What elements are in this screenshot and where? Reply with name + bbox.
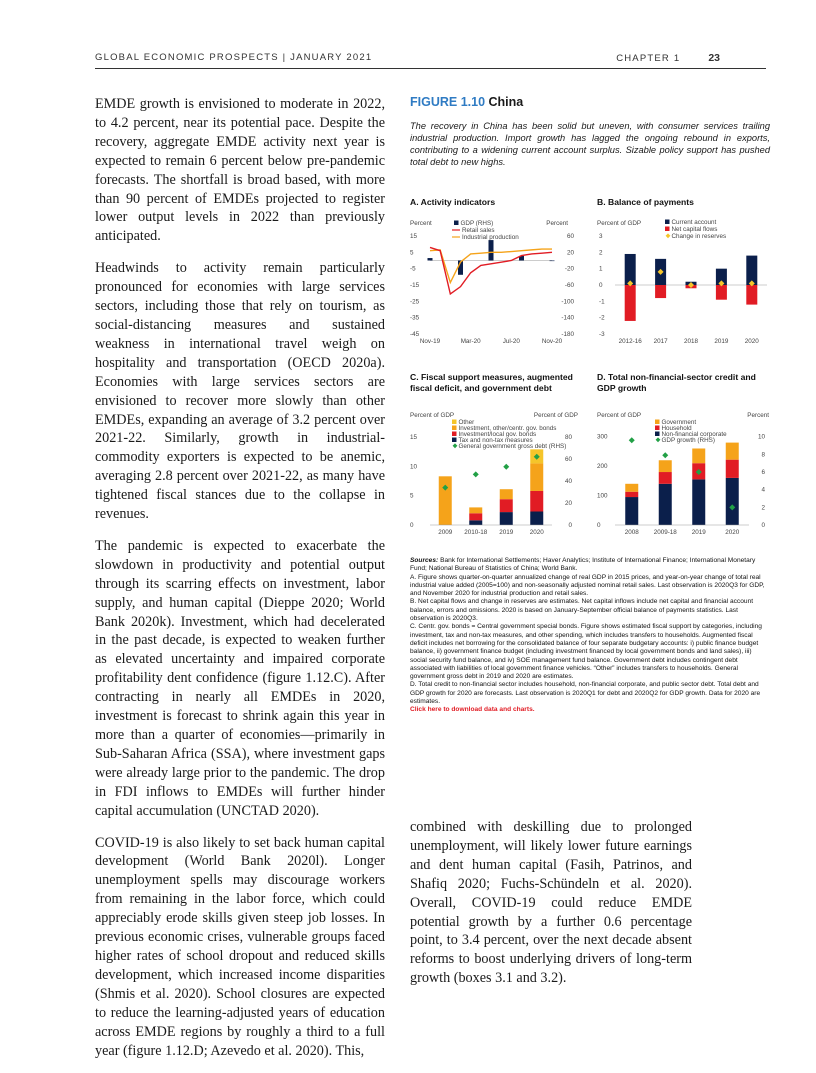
- note-a: A. Figure shows quarter-on-quarter annualized change of real GDP in 2015 prices, and year-on-year change of total real industrial value added (2005=100) and non-seasonally adjusted nominal retail sales. Last observation is 2020Q3 for GDP, and November 2020 for industrial production and retail sales.: [410, 573, 765, 598]
- credit-bar-segment: [692, 448, 705, 463]
- legend-label: Tax and non-tax measures: [458, 437, 533, 444]
- y-tick-label-left: 15: [410, 233, 418, 240]
- x-tick-label: 2019: [714, 338, 729, 345]
- panel-a-title: A. Activity indicators: [410, 197, 496, 207]
- chapter-header: [616, 52, 720, 64]
- y-tick-label-left: 0: [410, 522, 414, 529]
- y-tick-label-right: 2: [761, 504, 765, 512]
- legend-label: GDP (RHS): [460, 220, 494, 227]
- y-axis-label: Percent of GDP: [597, 220, 642, 227]
- y-tick-label-left: -5: [410, 265, 416, 273]
- y-tick-label-right: 60: [564, 456, 572, 463]
- paragraph: COVID-19 is also likely to set back human capital development (World Bank 2020l). Longer unemployment spells may discourage workers from remaining in the labor force, which could appreciably erode skills given steep job losses. In previous economic crises, vulnerable groups faced higher rates of school dropout and reduced skills development, which increased income disparities (Shmis et al. 2020). School closures are expected to reduce the learning-adjusted years of education across EMDE regions by roughly a third to a full year (figure 1.12.D; Azevedo et al. 2020). This,: [95, 834, 385, 1059]
- legend-label: GDP growth (RHS): [661, 437, 715, 444]
- gdp-growth-marker: [662, 452, 668, 458]
- body-column-left: [95, 95, 385, 1073]
- x-tick-label: 2020: [529, 529, 544, 536]
- y-tick-label-left: 200: [597, 463, 608, 471]
- fiscal-bar-segment: [530, 512, 543, 525]
- legend-label: Industrial production: [462, 234, 519, 241]
- net-capital-flows-bar: [655, 285, 666, 298]
- x-tick-label: 2017: [653, 338, 668, 345]
- y-axis-label-right: Percent: [747, 412, 769, 419]
- y-tick-label-left: -25: [410, 298, 420, 306]
- y-tick-label-left: 100: [597, 492, 608, 500]
- y-tick-label-right: -140: [561, 314, 574, 322]
- legend-swatch: [454, 221, 459, 226]
- x-tick-label: Mar-20: [460, 338, 481, 345]
- header-rule: [95, 68, 766, 69]
- legend-label: Non-financial corporate: [661, 431, 727, 438]
- y-tick-label-left: 10: [410, 463, 418, 471]
- y-tick-label-left: -15: [410, 282, 420, 289]
- chart-non-financial-credit: [595, 407, 775, 542]
- y-tick-label-right: 20: [566, 249, 574, 257]
- legend-label: Government: [661, 419, 697, 426]
- legend-label: Change in reserves: [671, 233, 727, 240]
- y-tick-label: 1: [599, 265, 603, 273]
- y-tick-label-left: -45: [410, 331, 420, 338]
- legend-swatch: [655, 420, 660, 425]
- y-tick-label: 3: [599, 233, 603, 240]
- y-tick-label-right: -180: [561, 331, 574, 338]
- credit-bar-segment: [625, 492, 638, 497]
- y-tick-label: -3: [599, 331, 605, 338]
- credit-bar-segment: [625, 484, 638, 492]
- y-tick-label-right: -20: [564, 265, 574, 273]
- x-tick-label: 2018: [683, 338, 699, 345]
- x-tick-label: Jul-20: [502, 338, 520, 345]
- figure-title: [410, 95, 770, 109]
- legend-swatch: [656, 437, 661, 442]
- fiscal-bar-segment: [439, 476, 452, 525]
- y-tick-label-right: 60: [566, 233, 574, 240]
- figure-block: [410, 95, 770, 168]
- credit-bar-segment: [659, 484, 672, 525]
- gdp-bar: [428, 258, 433, 260]
- y-tick-label-right: 0: [568, 522, 572, 529]
- sources-text: Bank for International Settlements; Haver Analytics; Institute of International Finance; International Monetary Fund; National Bureau of Statistics of China; World Bank.: [410, 557, 756, 573]
- legend-label: Investment, other/centr. gov. bonds: [458, 425, 557, 432]
- y-tick-label-left: 15: [410, 434, 418, 441]
- legend-swatch: [655, 426, 660, 431]
- legend-swatch: [452, 432, 457, 437]
- current-account-bar: [625, 254, 636, 285]
- legend-label: Investment/local gov. bonds: [458, 431, 537, 438]
- note-c: C. Centr. gov. bonds = Central government special bonds. Figure shows estimated fiscal support by categories, including investment, tax and non-tax measures, and other spending, which includes transfers to households. Augmented fiscal deficit includes net borrowing for the consolidated balance of four separate budgetary accounts: i) public finance budget balance, ii) government finance budget (including investment financed by local government bonds and land sales), iii) social security fund balance, and iv) SOE management fund balance. Government debt includes contingent debt associated with liabilities of local government finance vehicles. “Other” includes transfers to households. General government gross debt in 2019 and 2020 are estimates.: [410, 623, 762, 681]
- credit-bar-segment: [692, 479, 705, 525]
- y-tick-label-right: -60: [564, 282, 574, 289]
- y-tick-label-left: 5: [410, 492, 414, 500]
- x-tick-label: 2020: [725, 529, 740, 536]
- chart-fiscal-support: [406, 407, 586, 542]
- y-tick-label-right: 80: [564, 434, 572, 441]
- x-tick-label: 2019: [691, 529, 706, 536]
- y-tick-label-right: 4: [761, 486, 765, 494]
- panel-b-title: B. Balance of payments: [597, 197, 694, 207]
- fiscal-bar-segment: [500, 489, 513, 499]
- x-tick-label: 2010-18: [464, 529, 488, 536]
- gdp-bar: [550, 261, 555, 262]
- credit-bar-segment: [659, 460, 672, 472]
- government-debt-marker: [503, 464, 509, 470]
- y-axis-label-right: Percent of GDP: [533, 412, 578, 419]
- running-header: GLOBAL ECONOMIC PROSPECTS | JANUARY 2021: [95, 52, 373, 63]
- legend-swatch: [453, 443, 458, 448]
- figure-name: China: [488, 95, 524, 109]
- panel-c-title: C. Fiscal support measures, augmented fiscal deficit, and government debt: [410, 372, 573, 393]
- government-debt-marker: [473, 471, 479, 477]
- legend-label: General government gross debt (RHS): [458, 443, 567, 450]
- y-tick-label-right: 6: [761, 469, 765, 477]
- y-tick-label-right: 8: [761, 451, 765, 459]
- y-axis-label-left: Percent of GDP: [597, 412, 642, 419]
- y-tick-label: 0: [599, 282, 603, 289]
- download-link[interactable]: Click here to download data and charts.: [410, 706, 535, 714]
- fiscal-bar-segment: [530, 491, 543, 512]
- y-tick-label-right: 20: [564, 500, 572, 507]
- legend-label: Retail sales: [462, 227, 495, 234]
- credit-bar-segment: [726, 478, 739, 525]
- chart-balance-of-payments: [595, 214, 775, 349]
- y-axis-label-left: Percent of GDP: [410, 412, 455, 419]
- y-tick-label-right: 40: [564, 478, 572, 485]
- legend-swatch: [665, 220, 670, 225]
- chapter-label: CHAPTER 1: [616, 53, 681, 64]
- legend-swatch: [452, 438, 457, 443]
- gdp-bar: [489, 240, 494, 260]
- x-tick-label: 2020: [744, 338, 759, 345]
- x-tick-label: Nov-19: [419, 338, 441, 345]
- page-number: 23: [708, 52, 720, 64]
- legend-swatch: [452, 420, 457, 425]
- sources-label: Sources:: [410, 557, 439, 564]
- fiscal-bar-segment: [530, 463, 543, 491]
- y-tick-label-left: -35: [410, 314, 420, 322]
- x-tick-label: Nov-20: [541, 338, 563, 345]
- legend-label: Current account: [671, 219, 717, 226]
- fiscal-bar-segment: [500, 512, 513, 525]
- credit-bar-segment: [726, 460, 739, 478]
- credit-bar-segment: [726, 443, 739, 460]
- y-tick-label-right: 0: [761, 522, 765, 529]
- body-column-right: [410, 818, 692, 1001]
- y-tick-label-left: 5: [410, 249, 414, 257]
- legend-swatch: [655, 432, 660, 437]
- chart-activity-indicators: [406, 214, 586, 349]
- paragraph: combined with deskilling due to prolonged unemployment, will likely lower future earnings and dent human capital (Fasih, Patrinos, and Shafiq 2020; Fuchs-Schündeln et al. 2020). Overall, COVID-19 could reduce EMDE potential growth by a further 0.6 percentage point, to 3.4 percent, over the next decade absent reforms to boost underlying drivers of long-term growth (boxes 3.1 and 3.2).: [410, 819, 692, 987]
- legend-swatch: [666, 233, 671, 238]
- x-tick-label: 2008: [624, 529, 639, 536]
- y-tick-label: 2: [599, 249, 603, 257]
- y-tick-label: -2: [599, 314, 605, 322]
- paragraph: Headwinds to activity remain particularly pronounced for economies with large services sectors, including those that rely on tourism, as social-distancing measures and sustained weakness in international travel weigh on hospitality and transportation (OECD 2020a). Economies with large services sectors are envisioned to recover more slowly than other EMDEs, expanding an average of 3.2 percent over 2021-22. Similarly, growth in industrial-commodity exporters is expected to be anemic, averaging 2.8 percent over 2021-22, as many have tightened fiscal stances due to the collapse in revenues.: [95, 260, 385, 523]
- y-tick-label-right: -100: [561, 298, 574, 306]
- credit-bar-segment: [659, 472, 672, 484]
- credit-bar-segment: [625, 497, 638, 525]
- legend-swatch: [452, 426, 457, 431]
- net-capital-flows-bar: [625, 285, 636, 321]
- legend-label: Net capital flows: [671, 226, 718, 233]
- fiscal-bar-segment: [469, 507, 482, 513]
- y-tick-label-right: 10: [757, 433, 765, 441]
- legend-swatch: [665, 227, 670, 232]
- paragraph: EMDE growth is envisioned to moderate in 2022, to 4.2 percent, near its potential pace. Despite the recovery, aggregate EMDE activity next year is expected to remain 6 percent below pre-pandemic forecasts. The shortfall is broad based, with more than 90 percent of EMDEs projected to register lower output levels in 2022 than previously anticipated.: [95, 96, 385, 245]
- figure-number: FIGURE 1.10: [410, 95, 486, 109]
- fiscal-bar-segment: [500, 499, 513, 512]
- note-b: B. Net capital flows and change in reserves are estimates. Net capital inflows include net capital and financial account balance, errors and omissions. 2020 is based on January-September official balance of payments statistics. Last observation is 2020Q3.: [410, 598, 754, 623]
- paragraph: The pandemic is expected to exacerbate the slowdown in productivity and potential output through its scarring effects on investment, labor supply, and human capital (Dieppe 2020; World Bank 2020k). Investment, which had decelerated in the past decade, is expected to weaken further as elevated uncertainty and impaired corporate profitability dent confidence (figure 1.12.C). After contracting in nearly all EMDEs in 2020, investment is forecast to shrink again this year in more than a quarter of economies—primarily in Sub-Saharan Africa (SSA), where investment gaps were already large prior to the pandemic. The drop in FDI inflows to EMDEs will further hinder capital accumulation (UNCTAD 2020).: [95, 537, 385, 819]
- x-tick-label: 2019: [499, 529, 514, 536]
- x-tick-label: 2012-16: [618, 338, 642, 345]
- legend-label: Household: [661, 425, 692, 432]
- y-axis-label-left: Percent: [410, 220, 432, 227]
- net-capital-flows-bar: [746, 285, 757, 305]
- fiscal-bar-segment: [469, 520, 482, 525]
- net-capital-flows-bar: [716, 285, 727, 300]
- y-tick-label-left: 0: [597, 522, 601, 529]
- y-tick-label-left: 300: [597, 433, 608, 441]
- gdp-growth-marker: [629, 437, 635, 443]
- fiscal-bar-segment: [469, 513, 482, 520]
- y-axis-label-right: Percent: [546, 220, 568, 227]
- y-tick-label: -1: [599, 298, 605, 306]
- x-tick-label: 2009-18: [653, 529, 677, 536]
- figure-lead: The recovery in China has been solid but uneven, with consumer services trailing industrial production. Import growth has lagged the ongoing rebound in exports, contributing to a widening current account surplus. Sizable policy support has pushed total debt to new highs.: [410, 121, 770, 168]
- panel-d-title: D. Total non-financial-sector credit and GDP growth: [597, 372, 756, 393]
- note-d: D. Total credit to non-financial sector includes household, non-financial corporate, and public sector debt. Total debt and GDP growth for 2020 are forecasts. Last observation is 2020Q1 for debt and 2020Q2 for GDP growth. Data for 2020 are estimates.: [410, 681, 761, 706]
- legend-label: Other: [458, 419, 475, 426]
- x-tick-label: 2009: [438, 529, 453, 536]
- figure-notes: [410, 557, 768, 715]
